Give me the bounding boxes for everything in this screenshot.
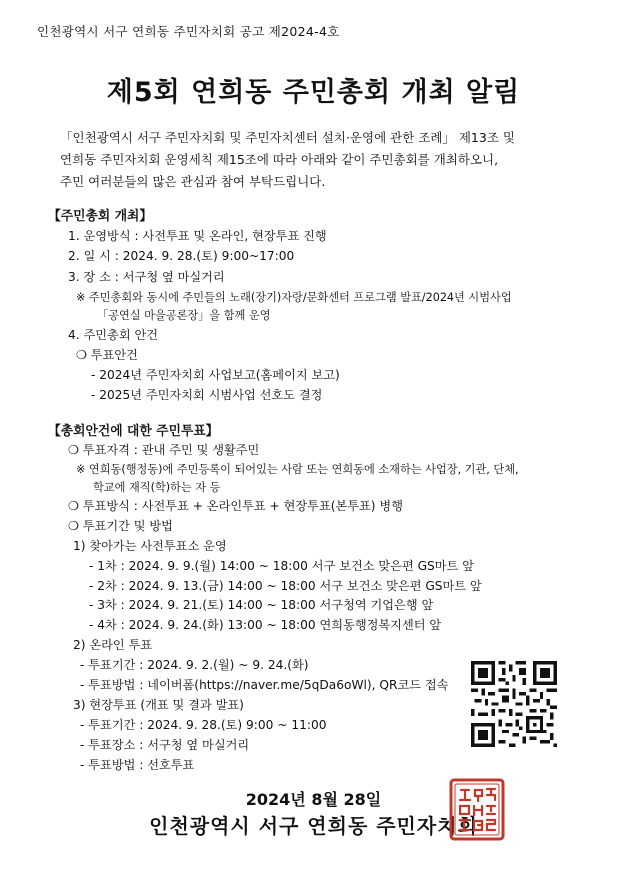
list-item: - 2024년 주민자치회 사업보고(홈페이지 보고) (91, 368, 340, 382)
list-item: - 1차 : 2024. 9. 9.(월) 14:00 ~ 18:00 서구 보건소 맞은편 GS마트 앞 (89, 559, 474, 573)
organization-name: 인천광역시 서구 연희동 주민자치회 (149, 814, 478, 838)
list-item: - 투표장소 : 서구청 옆 마실거리 (80, 738, 250, 752)
intro-paragraph (60, 127, 515, 193)
list-item: - 투표기간 : 2024. 9. 28.(토) 9:00 ~ 11:00 (80, 718, 327, 732)
list-item: ❍ 투표방식 : 사전투표 + 온라인투표 + 현장투표(본투표) 병행 (68, 499, 403, 513)
list-item: - 2025년 주민자치회 시범사업 선호도 결정 (91, 388, 323, 402)
list-item: 2) 온라인 투표 (73, 638, 153, 652)
list-item: ❍ 투표안건 (76, 348, 138, 362)
official-seal-icon (449, 778, 505, 841)
list-item: 3) 현장투표 (개표 및 결과 발표) (73, 698, 244, 712)
list-item: 1. 운영방식 : 사전투표 및 온라인, 현장투표 진행 (68, 229, 327, 243)
note-item: ※ 연희동(행정동)에 주민등록이 되어있는 사람 또는 연희동에 소재하는 사업장, 기관, 단체, (76, 463, 519, 476)
qr-code-icon[interactable] (471, 661, 557, 747)
list-item: ❍ 투표기간 및 방법 (68, 519, 173, 533)
section-heading-vote: 【총회안건에 대한 주민투표】 (48, 424, 219, 439)
issue-date: 2024년 8월 28일 (245, 790, 382, 809)
note-item: ※ 주민총회와 동시에 주민들의 노래(장기)자랑/문화센터 프로그램 발표/2024년 시범사업 (76, 291, 512, 304)
list-item: ❍ 투표자격 : 관내 주민 및 생활주민 (68, 443, 260, 457)
note-item: 학교에 재직(학)하는 자 등 (93, 481, 221, 494)
list-item: - 2차 : 2024. 9. 13.(금) 14:00 ~ 18:00 서구 보건소 맞은편 GS마트 앞 (89, 579, 482, 593)
list-item: - 3차 : 2024. 9. 21.(토) 14:00 ~ 18:00 서구청역 기업은행 앞 (89, 598, 434, 612)
list-item: - 투표방법 : 선호투표 (80, 758, 195, 772)
intro-line: 「인천광역시 서구 주민자치회 및 주민자치센터 설치·운영에 관한 조례」 제13조 및 (60, 130, 515, 145)
list-item: 2. 일 시 : 2024. 9. 28.(토) 9:00~17:00 (68, 249, 295, 263)
note-item: 「공연실 마을공론장」을 함께 운영 (97, 309, 271, 322)
intro-line: 연희동 주민자치회 운영세칙 제15조에 따라 아래와 같이 주민총회를 개최하오니, (60, 152, 499, 167)
list-item: 1) 찾아가는 사전투표소 운영 (73, 539, 227, 553)
list-item: 4. 주민총회 안건 (68, 328, 159, 342)
section-heading-assembly: 【주민총회 개최】 (48, 209, 153, 224)
page-title: 제5회 연희동 주민총회 개최 알림 (106, 77, 521, 108)
list-item: 3. 장 소 : 서구청 옆 마실거리 (68, 270, 225, 284)
intro-line: 주민 여러분들의 많은 관심과 참여 부탁드립니다. (60, 174, 326, 189)
list-item: - 투표방법 : 네이버폼(https://naver.me/5qDa6oWl), QR코드 접속 (80, 678, 449, 692)
notice-number: 인천광역시 서구 연희동 주민자치회 공고 제2024-4호 (37, 24, 340, 39)
list-item: - 투표기간 : 2024. 9. 2.(월) ~ 9. 24.(화) (80, 658, 309, 672)
list-item: - 4차 : 2024. 9. 24.(화) 13:00 ~ 18:00 연희동행정복지센터 앞 (89, 618, 442, 632)
